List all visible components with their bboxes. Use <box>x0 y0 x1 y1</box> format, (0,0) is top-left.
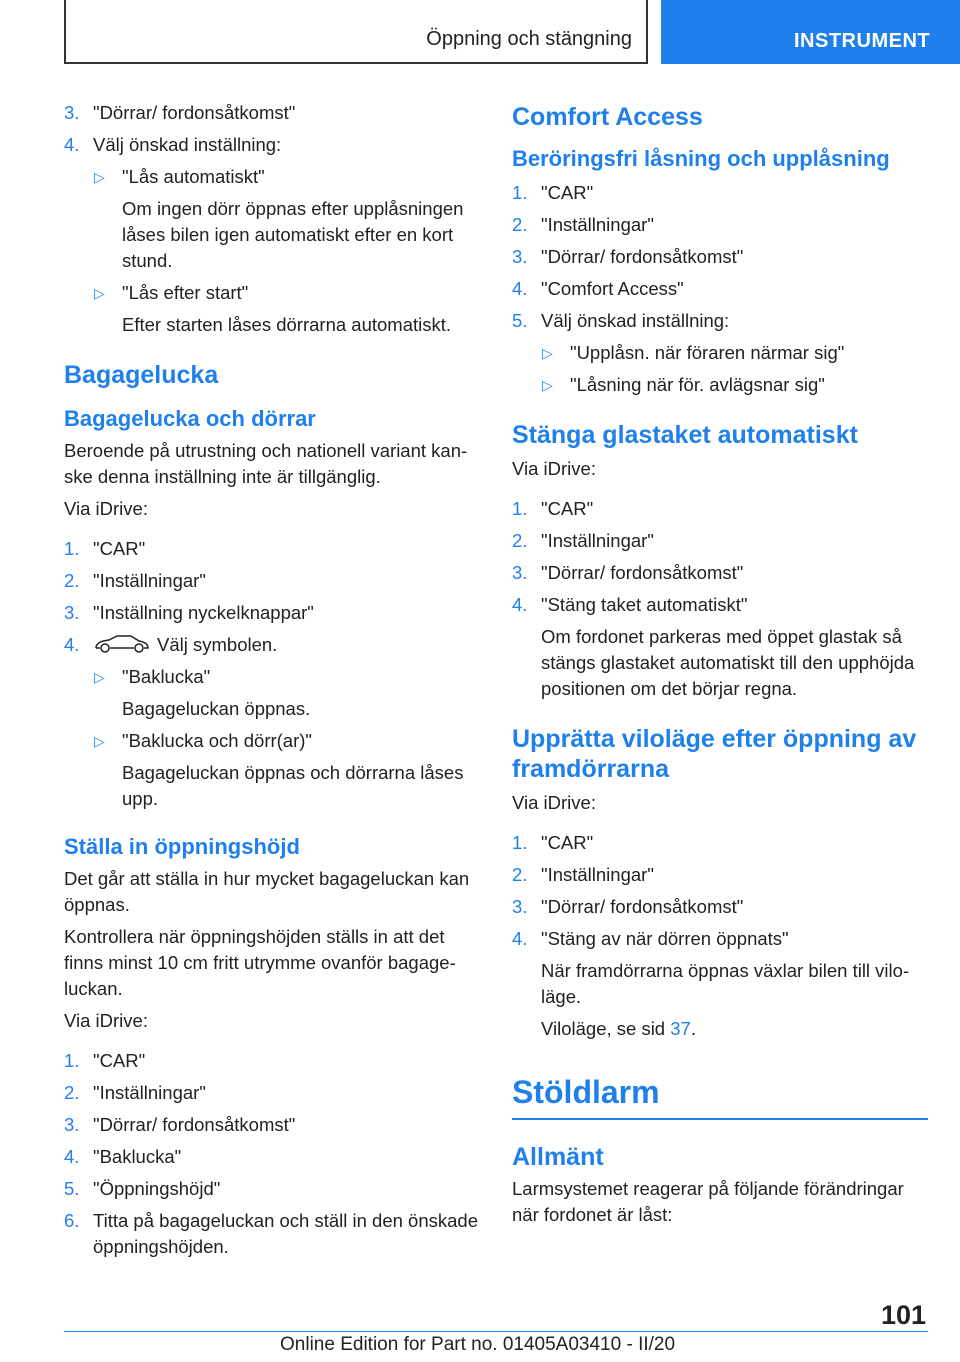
left-column <box>64 100 480 1266</box>
list-item: 1. "CAR" <box>512 498 594 519</box>
bullet-description: Om ingen dörr öppnas efter upplåsningen låses bilen igen automatiskt efter en kort stund. <box>122 198 464 271</box>
bullet-description: Efter starten låses dörrarna automatiskt. <box>122 314 452 335</box>
triangle-bullet-icon: ▷ <box>542 345 553 361</box>
list-item: 5. "Öppningshöjd" <box>64 1178 221 1199</box>
heading-upprata-vilolage: Upprätta viloläge efter öppning av framdörrarna <box>512 725 917 783</box>
heading-allmant: Allmänt <box>512 1143 604 1171</box>
footer-divider <box>64 1331 928 1332</box>
triangle-bullet-icon: ▷ <box>94 285 105 301</box>
via-idrive: Via iDrive: <box>512 458 596 479</box>
list-item: 4. Välj önskad inställning: <box>64 134 282 155</box>
via-idrive: Via iDrive: <box>512 792 596 813</box>
triangle-bullet-icon: ▷ <box>542 377 553 393</box>
bullet-item: ▷ "Lås automatiskt" <box>64 164 480 190</box>
via-idrive: Via iDrive: <box>64 498 148 519</box>
list-item: 1. "CAR" <box>512 182 594 203</box>
heading-comfort-access: Comfort Access <box>512 103 703 131</box>
heading-divider <box>512 1118 928 1120</box>
paragraph: Beroende på utrustning och nationell variant kanske denna inställning inte är tillgänglig. <box>64 440 468 487</box>
list-item: 4. "Stäng taket automatiskt" <box>512 594 748 615</box>
list-item: 1. "CAR" <box>64 1050 146 1071</box>
bullet-item: ▷ "Upplåsn. när föraren närmar sig" <box>512 340 928 366</box>
right-column <box>512 102 928 1234</box>
triangle-bullet-icon: ▷ <box>94 733 105 749</box>
heading-stanga-glastaket: Stänga glastaket automatiskt <box>512 421 858 449</box>
heading-bagagelucka: Bagagelucka <box>64 361 219 389</box>
list-item: 3. "Dörrar/ fordonsåtkomst" <box>512 246 744 267</box>
list-item: 3. "Dörrar/ fordonsåtkomst" <box>64 102 296 123</box>
list-item: 3. "Dörrar/ fordonsåtkomst" <box>512 896 744 917</box>
list-item: 2. "Inställningar" <box>512 530 654 551</box>
heading-stoldlarm: Stöldlarm <box>512 1074 660 1110</box>
list-item: 3. "Dörrar/ fordonsåtkomst" <box>64 1114 296 1135</box>
heading-beroringsfri: Beröringsfri låsning och upplåsning <box>512 146 890 171</box>
edition-note: Online Edition for Part no. 01405A03410 - II/20 <box>280 1334 676 1355</box>
list-item: 1. "CAR" <box>64 538 146 559</box>
bullet-description: Bagageluckan öppnas och dörrarna låses upp. <box>122 762 464 809</box>
list-item: 3. "Inställning nyckelknappar" <box>64 602 314 623</box>
heading-stalla-in: Ställa in öppningshöjd <box>64 834 300 859</box>
list-item: 1. "CAR" <box>512 832 594 853</box>
list-item: 2. "Inställningar" <box>512 214 654 235</box>
page-number: 101 <box>880 1300 926 1330</box>
item-description: Om fordonet parkeras med öppet glastak så stängs glastaket automatiskt till den upphöjda positionen om det börjar regna. <box>541 626 915 699</box>
item-description: När framdörrarna öppnas växlar bilen till viloläge. <box>541 960 910 1007</box>
list-item: 4. "Comfort Access" <box>512 278 684 299</box>
bullet-item: ▷ "Lås efter start" <box>64 280 480 306</box>
bullet-item: ▷ "Låsning när för. avlägsnar sig" <box>512 372 928 398</box>
header-section-box <box>64 0 648 64</box>
bullet-item: ▷ "Baklucka och dörr(ar)" <box>64 728 480 754</box>
item-description: Viloläge, se sid 37. <box>541 1018 696 1039</box>
list-item: 4. "Baklucka" <box>64 1146 182 1167</box>
bullet-item: ▷ "Baklucka" <box>64 664 480 690</box>
list-item: 2. "Inställningar" <box>512 864 654 885</box>
triangle-bullet-icon: ▷ <box>94 169 105 185</box>
page-link[interactable]: 37 <box>670 1018 691 1039</box>
heading-bagagelucka-dorrar: Bagagelucka och dörrar <box>64 406 316 431</box>
paragraph: Larmsystemet reagerar på följande förändringar när fordonet är låst: <box>512 1178 904 1225</box>
paragraph: Det går att ställa in hur mycket bagageluckan kan öppnas. <box>64 868 470 915</box>
car-icon <box>93 634 151 654</box>
list-item: 2. "Inställningar" <box>64 570 206 591</box>
header-section-title: Öppning och stängning <box>426 28 632 50</box>
via-idrive: Via iDrive: <box>64 1010 148 1031</box>
list-item: 4. "Stäng av när dörren öppnats" <box>512 928 789 949</box>
list-item: 2. "Inställningar" <box>64 1082 206 1103</box>
list-item: 4. Välj symbolen. <box>64 634 278 655</box>
paragraph: Kontrollera när öppningshöjden ställs in att det finns minst 10 cm fritt utrymme ovanför bagageluckan. <box>64 926 456 999</box>
bullet-description: Bagageluckan öppnas. <box>122 698 311 719</box>
list-item: 6. Titta på bagageluckan och ställ in den önskade öppningshöjden. <box>64 1210 478 1257</box>
header-chapter-tab[interactable]: INSTRUMENT <box>661 0 960 64</box>
list-item: 3. "Dörrar/ fordonsåtkomst" <box>512 562 744 583</box>
list-item: 5. Välj önskad inställning: <box>512 310 730 331</box>
triangle-bullet-icon: ▷ <box>94 669 105 685</box>
